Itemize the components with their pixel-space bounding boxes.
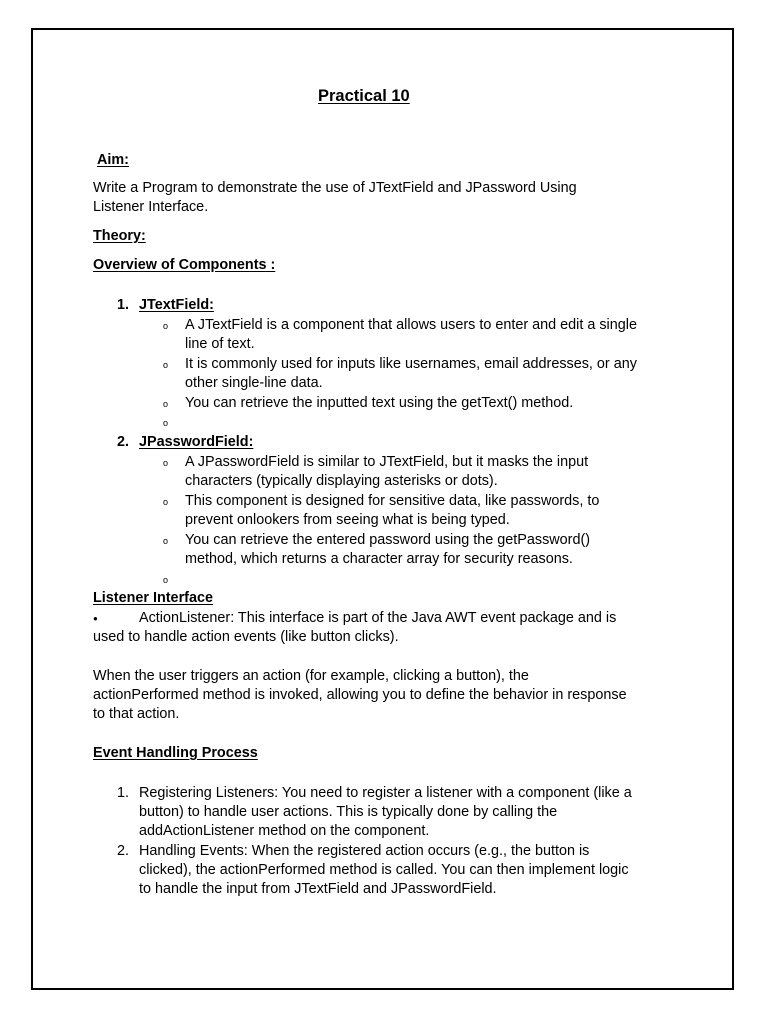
circle-bullet-icon: o: [163, 360, 169, 370]
bullet-text: A JTextField is a component that allows users to enter and edit a single: [185, 317, 637, 333]
bullet-text: It is commonly used for inputs like usernames, email addresses, or any: [185, 356, 637, 372]
circle-bullet-icon: o: [163, 418, 169, 428]
circle-bullet-icon: o: [163, 321, 169, 331]
circle-bullet-icon: o: [163, 399, 169, 409]
listener-bullet-text: ActionListener: This interface is part of the Java AWT event package and is: [139, 610, 617, 626]
component-name: JPasswordField:: [139, 434, 254, 450]
step-text: addActionListener method on the component.: [139, 823, 430, 839]
component-number: 2.: [117, 434, 130, 450]
bullet-text: prevent onlookers from seeing what is being typed.: [185, 512, 510, 528]
bullet-text: You can retrieve the inputted text using the getText() method.: [185, 395, 574, 411]
bullet-text: characters (typically displaying asterisks or dots).: [185, 473, 498, 489]
bullet-text: A JPasswordField is similar to JTextField, but it masks the input: [185, 454, 589, 470]
theory-heading: Theory:: [93, 228, 146, 244]
step-text: Handling Events: When the registered action occurs (e.g., the button is: [139, 843, 590, 859]
circle-bullet-icon: o: [163, 497, 169, 507]
aim-heading: Aim:: [97, 152, 129, 168]
circle-bullet-icon: o: [163, 458, 169, 468]
listener-paragraph: When the user triggers an action (for example, clicking a button), the: [93, 668, 529, 684]
circle-bullet-icon: o: [163, 536, 169, 546]
step-number: 2.: [117, 843, 130, 859]
component-number: 1.: [117, 297, 130, 313]
bullet-text: other single-line data.: [185, 375, 323, 391]
bullet-text: You can retrieve the entered password using the getPassword(): [185, 532, 591, 548]
event-handling-heading: Event Handling Process: [93, 745, 258, 761]
circle-bullet-icon: o: [163, 575, 169, 585]
disc-bullet-icon: ●: [93, 614, 98, 623]
page-title: Practical 10: [318, 87, 410, 105]
step-text: clicked), the actionPerformed method is called. You can then implement logic: [139, 862, 629, 878]
component-name: JTextField:: [139, 297, 214, 313]
aim-line: Write a Program to demonstrate the use of JTextField and JPassword Using: [93, 180, 577, 196]
listener-paragraph: to that action.: [93, 706, 180, 722]
bullet-text: method, which returns a character array for security reasons.: [185, 551, 573, 567]
step-text: button) to handle user actions. This is typically done by calling the: [139, 804, 558, 820]
listener-heading: Listener Interface: [93, 590, 213, 606]
listener-paragraph: actionPerformed method is invoked, allowing you to define the behavior in response: [93, 687, 627, 703]
overview-heading: Overview of Components :: [93, 257, 276, 273]
bullet-text: This component is designed for sensitive data, like passwords, to: [185, 493, 600, 509]
listener-bullet-text: used to handle action events (like button clicks).: [93, 629, 399, 645]
step-text: Registering Listeners: You need to register a listener with a component (like a: [139, 785, 632, 801]
step-number: 1.: [117, 785, 130, 801]
step-text: to handle the input from JTextField and JPasswordField.: [139, 881, 497, 897]
bullet-text: line of text.: [185, 336, 255, 352]
aim-line: Listener Interface.: [93, 199, 209, 215]
